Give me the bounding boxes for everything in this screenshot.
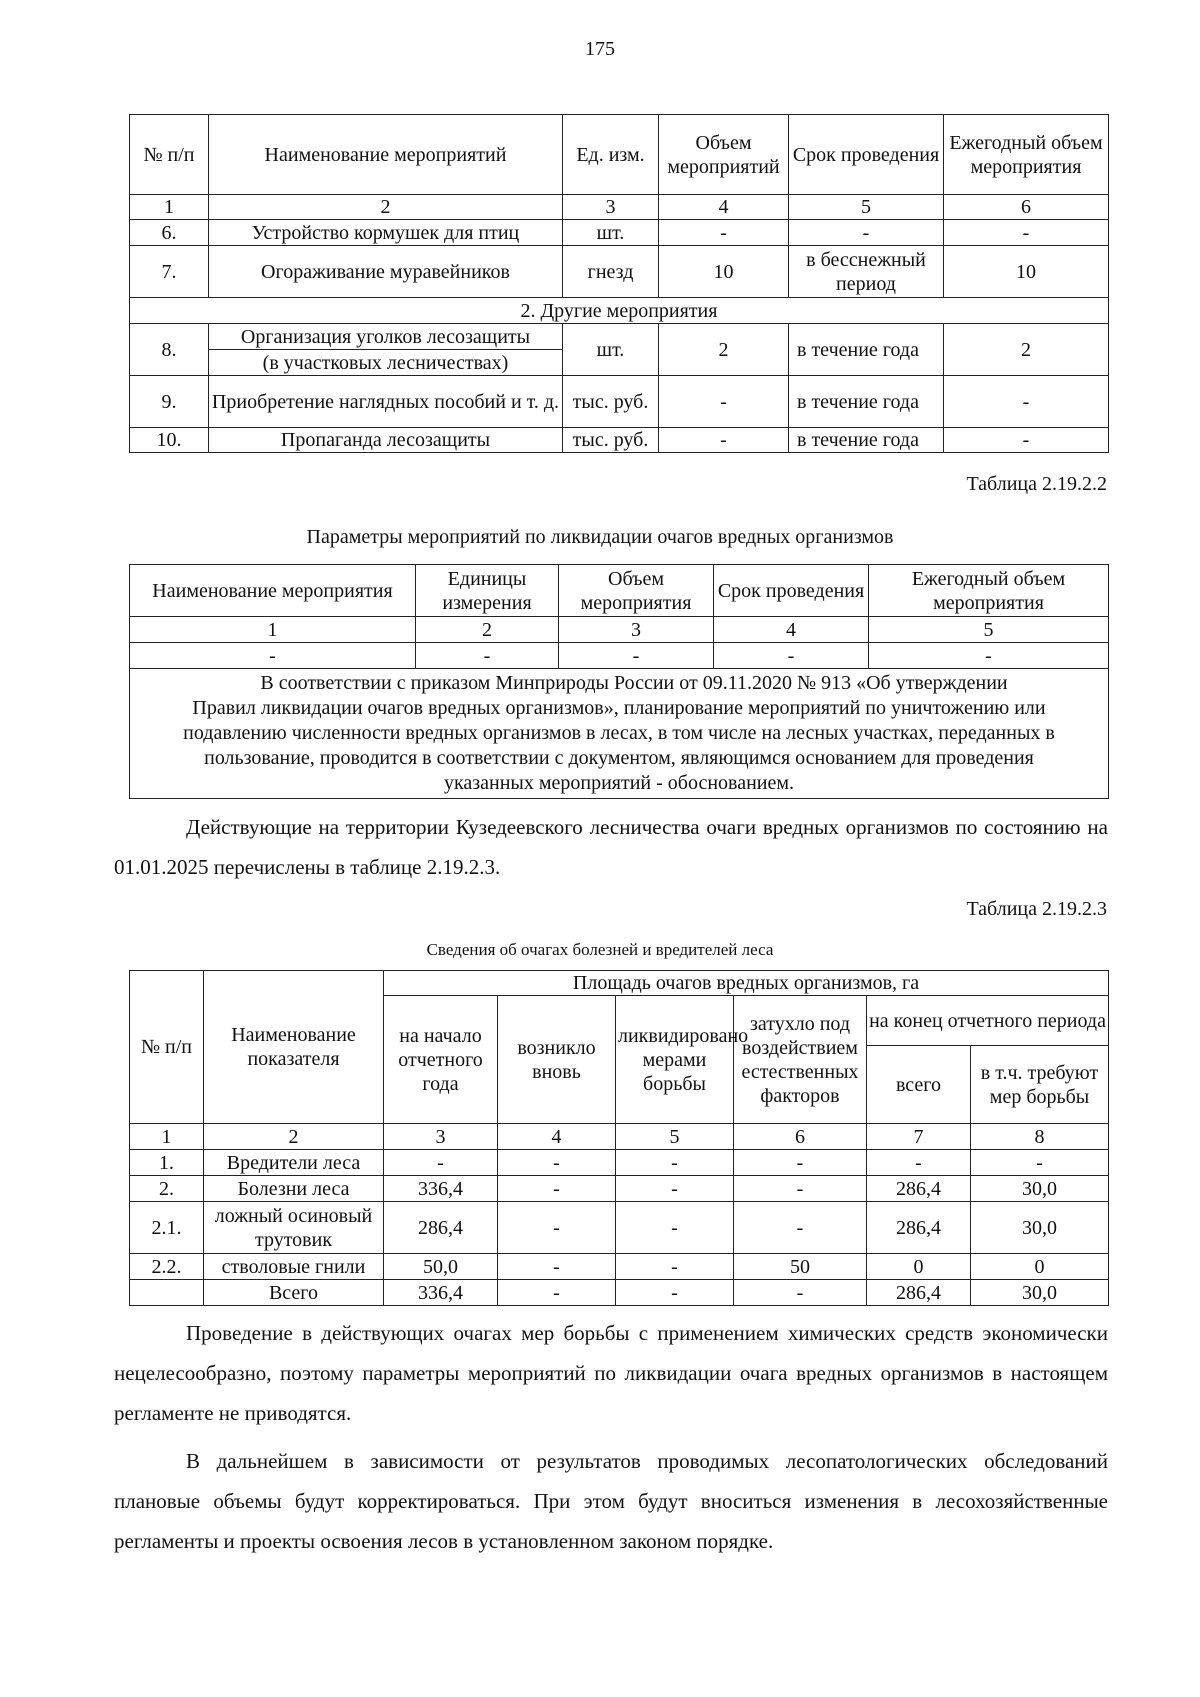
indicator-name: стволовые гнили (204, 1254, 384, 1280)
column-number: 5 (616, 1124, 734, 1150)
table-cell: 0 (971, 1254, 1109, 1280)
table-cell: 50,0 (384, 1254, 498, 1280)
table-cell: 30,0 (971, 1280, 1109, 1306)
column-number: 6 (944, 195, 1109, 220)
column-number: 1 (130, 1124, 204, 1150)
row-number: 8. (130, 324, 209, 376)
table-row (130, 1254, 1109, 1280)
column-number: 2 (209, 195, 563, 220)
header-cell: Ежегодный объем мероприятия (944, 115, 1109, 195)
term: в течение года (789, 428, 944, 453)
activity-name: Устройство кормушек для птиц (209, 220, 563, 246)
header-cell: Наименование показателя (204, 971, 384, 1124)
note-line: указанных мероприятий - обоснованием. (443, 772, 795, 794)
column-number-row (130, 1124, 1109, 1150)
row-number (130, 1280, 204, 1306)
table-cell: 286,4 (384, 1202, 498, 1254)
activity-name: Приобретение наглядных пособий и т. д. (209, 376, 563, 428)
column-number-row (130, 617, 1109, 643)
table-row (130, 324, 1109, 350)
term: в бесснежный период (789, 246, 944, 298)
header-cell: Площадь очагов вредных организмов, га (384, 971, 1109, 996)
row-number: 1. (130, 1150, 204, 1176)
header-cell: затухло под воздействием естественных факторов (734, 996, 867, 1124)
header-cell: Срок проведения (789, 115, 944, 195)
liquidation-table (129, 564, 1109, 799)
table-cell: - (714, 643, 869, 669)
volume: - (659, 428, 789, 453)
annual-volume: - (944, 376, 1109, 428)
note-cell (130, 669, 1109, 799)
header-cell: Наименование мероприятий (209, 115, 563, 195)
table-cell: 336,4 (384, 1280, 498, 1306)
unit: гнезд (563, 246, 659, 298)
header-cell: Объем мероприятий (659, 115, 789, 195)
column-number: 7 (867, 1124, 971, 1150)
header-cell: всего (867, 1046, 971, 1124)
table-cell: - (498, 1150, 616, 1176)
table-cell: - (498, 1202, 616, 1254)
header-cell: № п/п (130, 115, 209, 195)
header-cell: Единицы измерения (416, 565, 559, 617)
table-cell: - (498, 1280, 616, 1306)
header-cell: Ед. изм. (563, 115, 659, 195)
annual-volume: 10 (944, 246, 1109, 298)
header-cell: Объем мероприятия (559, 565, 714, 617)
table-cell: - (559, 643, 714, 669)
term: - (789, 220, 944, 246)
header-cell: ликвидировано мерами борьбы (616, 996, 734, 1124)
table-cell: - (869, 643, 1109, 669)
column-number-row (130, 195, 1109, 220)
term: в течение года (789, 324, 944, 376)
table-row (130, 220, 1109, 246)
row-number: 6. (130, 220, 209, 246)
section-title: 2. Другие мероприятия (130, 298, 1109, 324)
table-cell: - (616, 1150, 734, 1176)
activity-name: Огораживание муравейников (209, 246, 563, 298)
activity-name-line1: Организация уголков лесозащиты (209, 324, 563, 350)
table-title: Сведения об очагах болезней и вредителей леса (426, 940, 774, 959)
column-number: 2 (204, 1124, 384, 1150)
table-cell: - (734, 1150, 867, 1176)
volume: 2 (659, 324, 789, 376)
table-cell: 30,0 (971, 1176, 1109, 1202)
paragraph: В дальнейшем в зависимости от результатов проводимых лесопатологических обследований плановые объемы будут корректироваться. При этом будут вноситься изменения в лесохозяйственные регламенты и проекты освоения лесов в установленном законом порядке. (114, 1449, 1108, 1553)
annual-volume: - (944, 428, 1109, 453)
paragraph: Действующие на территории Кузедеевского лесничества очаги вредных организмов по состоянию на 01.01.2025 перечислены в таблице 2.19.2.3. (114, 815, 1108, 879)
indicator-name: Вредители леса (204, 1150, 384, 1176)
annual-volume: - (944, 220, 1109, 246)
column-number: 4 (714, 617, 869, 643)
row-number: 7. (130, 246, 209, 298)
table-cell: - (130, 643, 416, 669)
table-cell: 50 (734, 1254, 867, 1280)
row-number: 10. (130, 428, 209, 453)
note-line: подавлению численности вредных организмов в лесах, в том числе на лесных участках, переданных в (183, 722, 1055, 744)
column-number: 8 (971, 1124, 1109, 1150)
column-number: 2 (416, 617, 559, 643)
column-number: 4 (659, 195, 789, 220)
unit: шт. (563, 324, 659, 376)
header-cell: возникло вновь (498, 996, 616, 1124)
indicator-name: Всего (204, 1280, 384, 1306)
table-row (130, 1202, 1109, 1254)
note-line: В соответствии с приказом Минприроды России от 09.11.2020 № 913 «Об утверждении (260, 672, 1008, 694)
note-row (130, 669, 1109, 799)
header-cell: в т.ч. требуют мер борьбы (971, 1046, 1109, 1124)
table-cell: - (616, 1254, 734, 1280)
volume: 10 (659, 246, 789, 298)
table-row (130, 1150, 1109, 1176)
table-title: Параметры мероприятий по ликвидации очагов вредных организмов (306, 526, 894, 548)
header-cell: Наименование мероприятия (130, 565, 416, 617)
note-line: пользование, проводится в соответствии с документом, являющимся основанием для проведения (204, 747, 1034, 769)
table-cell: 0 (867, 1254, 971, 1280)
section-row (130, 298, 1109, 324)
total-row (130, 1280, 1109, 1306)
volume: - (659, 376, 789, 428)
table-cell: 336,4 (384, 1176, 498, 1202)
table-caption: Таблица 2.19.2.2 (966, 473, 1107, 495)
column-number: 3 (384, 1124, 498, 1150)
table-cell: - (971, 1150, 1109, 1176)
table-cell: 30,0 (971, 1202, 1109, 1254)
column-number: 1 (130, 617, 416, 643)
unit: шт. (563, 220, 659, 246)
table-row (130, 246, 1109, 298)
row-number: 2. (130, 1176, 204, 1202)
table-cell: - (616, 1202, 734, 1254)
table-cell: - (734, 1202, 867, 1254)
activity-name: Пропаганда лесозащиты (209, 428, 563, 453)
indicator-name: ложный осиновый трутовик (204, 1202, 384, 1254)
table-cell: 286,4 (867, 1176, 971, 1202)
header-cell: Ежегодный объем мероприятия (869, 565, 1109, 617)
row-number: 9. (130, 376, 209, 428)
table-caption: Таблица 2.19.2.3 (966, 898, 1107, 920)
table-cell: - (498, 1176, 616, 1202)
table-cell: - (498, 1254, 616, 1280)
note-line: Правил ликвидации очагов вредных организмов», планирование мероприятий по уничтожению или (192, 697, 1046, 719)
header-cell: на конец отчетного периода (867, 996, 1109, 1046)
column-number: 5 (789, 195, 944, 220)
table-cell: - (734, 1280, 867, 1306)
row-number: 2.2. (130, 1254, 204, 1280)
annual-volume: 2 (944, 324, 1109, 376)
column-number: 6 (734, 1124, 867, 1150)
page-number: 175 (585, 38, 615, 60)
table-cell: - (384, 1150, 498, 1176)
table-row (130, 428, 1109, 453)
table-cell: 286,4 (867, 1202, 971, 1254)
table-cell: - (616, 1280, 734, 1306)
column-number: 4 (498, 1124, 616, 1150)
table-cell: - (616, 1176, 734, 1202)
table-cell: - (416, 643, 559, 669)
row-number: 2.1. (130, 1202, 204, 1254)
table-row (130, 643, 1109, 669)
header-cell: на начало отчетного года (384, 996, 498, 1124)
pest-foci-table (129, 970, 1109, 1306)
table-row (130, 1176, 1109, 1202)
column-number: 3 (563, 195, 659, 220)
unit: тыс. руб. (563, 428, 659, 453)
unit: тыс. руб. (563, 376, 659, 428)
volume: - (659, 220, 789, 246)
table-row (130, 376, 1109, 428)
table-cell: - (734, 1176, 867, 1202)
activities-table (129, 114, 1109, 453)
term: в течение года (789, 376, 944, 428)
table-cell: - (867, 1150, 971, 1176)
activity-name-line2: (в участковых лесничествах) (209, 350, 563, 376)
header-cell: Срок проведения (714, 565, 869, 617)
column-number: 5 (869, 617, 1109, 643)
indicator-name: Болезни леса (204, 1176, 384, 1202)
table-cell: 286,4 (867, 1280, 971, 1306)
header-cell: № п/п (130, 971, 204, 1124)
column-number: 3 (559, 617, 714, 643)
column-number: 1 (130, 195, 209, 220)
paragraph: Проведение в действующих очагах мер борьбы с применением химических средств экономически нецелесообразно, поэтому параметры мероприятий по ликвидации очага вредных организмов в настоящем регламенте не приводятся. (114, 1321, 1108, 1425)
